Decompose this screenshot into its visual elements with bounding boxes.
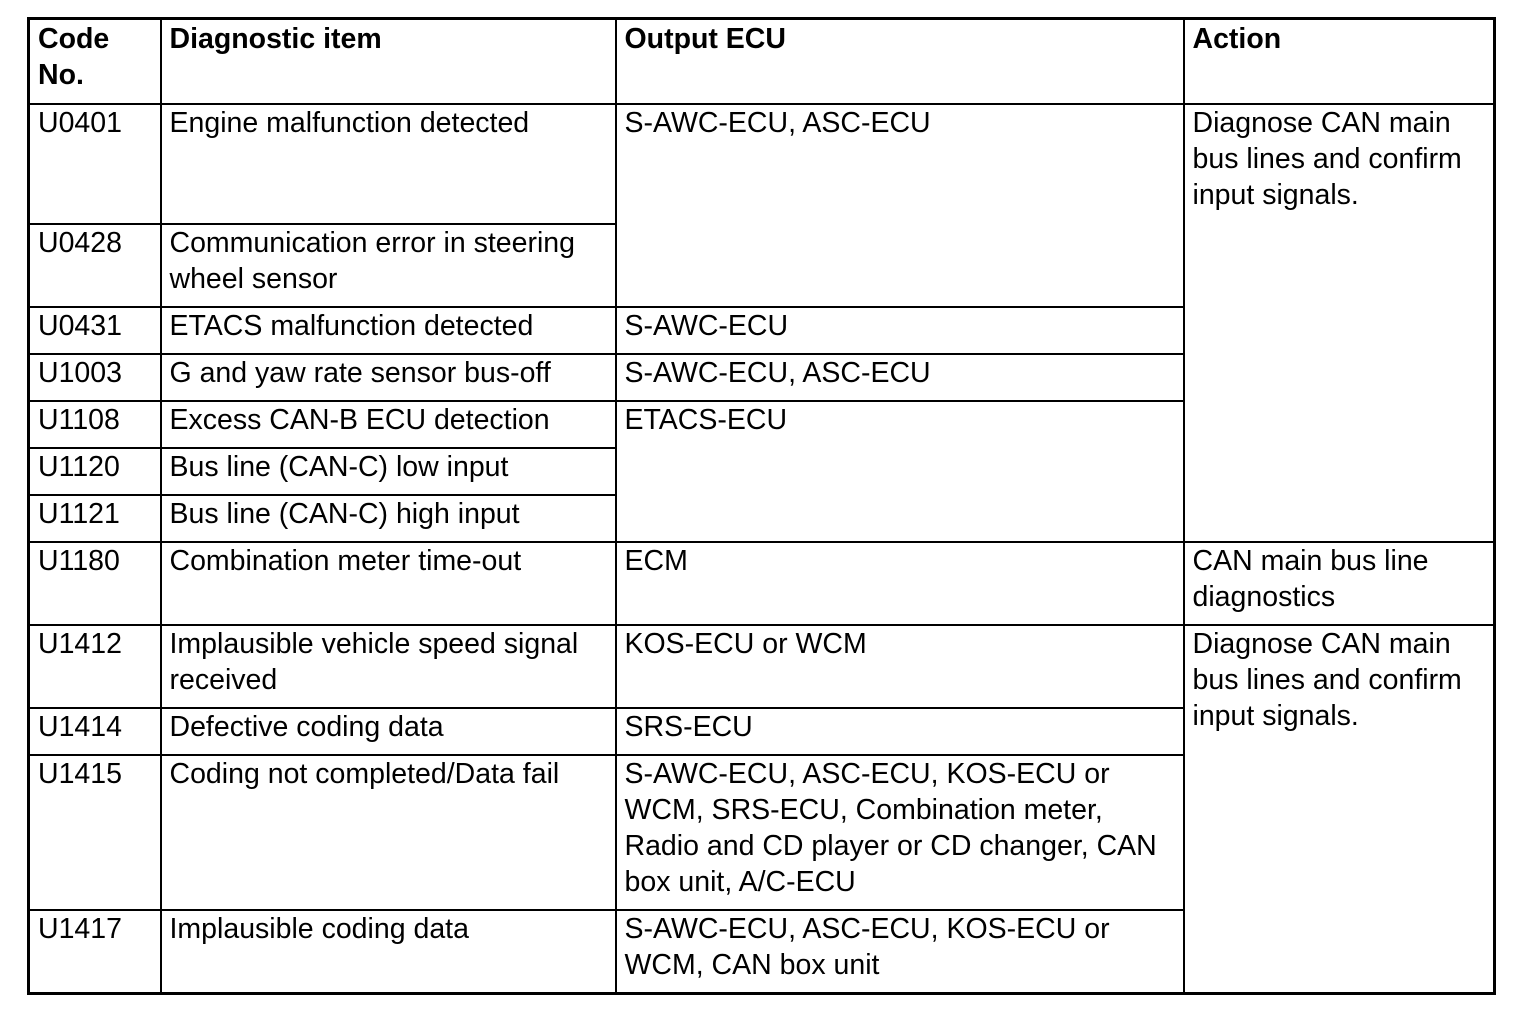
output-ecu-cell: S-AWC-ECU, ASC-ECU	[616, 104, 1184, 307]
code-cell: U0428	[29, 224, 161, 307]
diagnostic-item-cell: Excess CAN-B ECU detection	[161, 401, 616, 448]
output-ecu-cell: KOS-ECU or WCM	[616, 625, 1184, 708]
diagnostic-item-cell: ETACS malfunction detected	[161, 307, 616, 354]
header-diagnostic-item: Diagnostic item	[161, 19, 616, 105]
diagnostic-item-cell: Defective coding data	[161, 708, 616, 755]
code-cell: U1412	[29, 625, 161, 708]
table-header-row	[29, 19, 1495, 105]
table-row	[29, 104, 1495, 224]
action-cell: Diagnose CAN main bus lines and confirm input signals.	[1184, 104, 1495, 542]
diagnostic-item-cell: Implausible vehicle speed signal received	[161, 625, 616, 708]
code-cell: U1417	[29, 910, 161, 993]
diagnostic-item-cell: Engine malfunction detected	[161, 104, 616, 224]
header-output-ecu: Output ECU	[616, 19, 1184, 105]
table-row	[29, 542, 1495, 625]
diagnostic-code-table	[27, 17, 1496, 995]
header-action: Action	[1184, 19, 1495, 105]
code-cell: U1180	[29, 542, 161, 625]
table-row	[29, 625, 1495, 708]
code-cell: U1003	[29, 354, 161, 401]
output-ecu-cell: ETACS-ECU	[616, 401, 1184, 542]
action-cell: CAN main bus line diagnostics	[1184, 542, 1495, 625]
diagnostic-item-cell: Bus line (CAN-C) high input	[161, 495, 616, 542]
diagnostic-item-cell: Coding not completed/Data fail	[161, 755, 616, 910]
code-cell: U1414	[29, 708, 161, 755]
output-ecu-cell: S-AWC-ECU, ASC-ECU	[616, 354, 1184, 401]
diagnostic-item-cell: G and yaw rate sensor bus-off	[161, 354, 616, 401]
diagnostic-item-cell: Bus line (CAN-C) low input	[161, 448, 616, 495]
code-cell: U1108	[29, 401, 161, 448]
code-cell: U0401	[29, 104, 161, 224]
diagnostic-item-cell: Combination meter time-out	[161, 542, 616, 625]
output-ecu-cell: SRS-ECU	[616, 708, 1184, 755]
code-cell: U1120	[29, 448, 161, 495]
code-cell: U0431	[29, 307, 161, 354]
code-cell: U1415	[29, 755, 161, 910]
header-code-no: Code No.	[29, 19, 161, 105]
output-ecu-cell: S-AWC-ECU, ASC-ECU, KOS-ECU or WCM, SRS-ECU, Combination meter, Radio and CD player or CD changer, CAN box unit, A/C-ECU	[616, 755, 1184, 910]
diagnostic-item-cell: Communication error in steering wheel sensor	[161, 224, 616, 307]
output-ecu-cell: ECM	[616, 542, 1184, 625]
output-ecu-cell: S-AWC-ECU	[616, 307, 1184, 354]
code-cell: U1121	[29, 495, 161, 542]
output-ecu-cell: S-AWC-ECU, ASC-ECU, KOS-ECU or WCM, CAN box unit	[616, 910, 1184, 993]
action-cell: Diagnose CAN main bus lines and confirm input signals.	[1184, 625, 1495, 993]
diagnostic-item-cell: Implausible coding data	[161, 910, 616, 993]
